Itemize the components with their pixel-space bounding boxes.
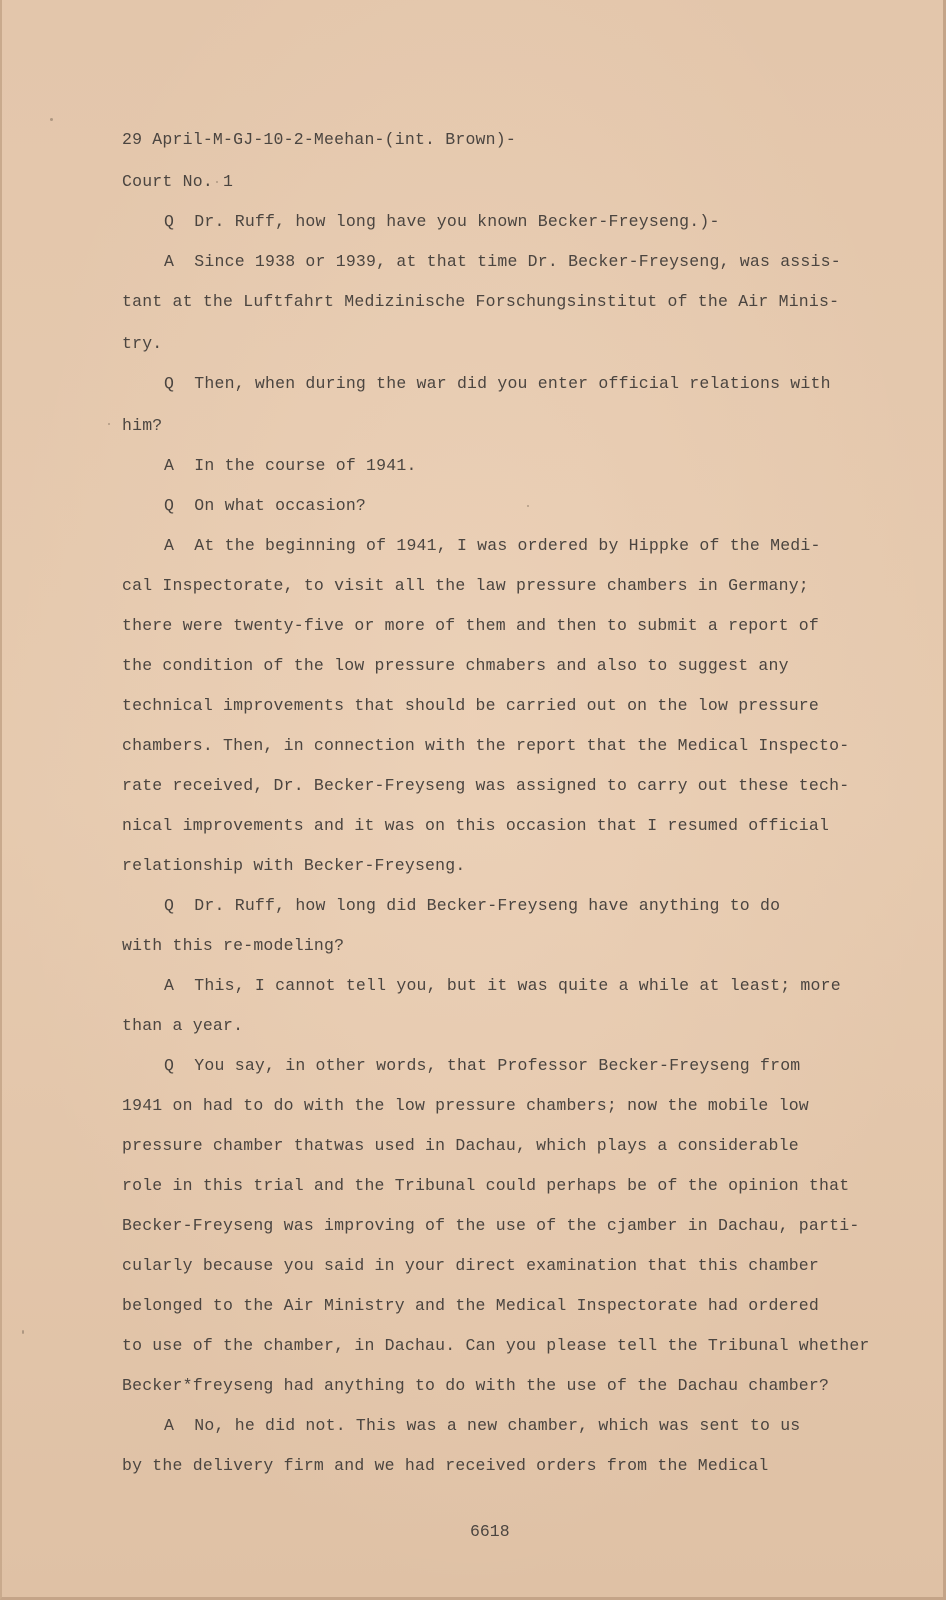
transcript-line: relationship with Becker-Freyseng. <box>122 856 466 875</box>
transcript-line: A Since 1938 or 1939, at that time Dr. Becker-Freyseng, was assis- <box>164 252 841 271</box>
transcript-line: tant at the Luftfahrt Medizinische Forschungsinstitut of the Air Minis- <box>122 292 840 311</box>
paper-speck <box>108 423 110 425</box>
transcript-line: by the delivery firm and we had received orders from the Medical <box>122 1456 769 1475</box>
page-number: 6618 <box>470 1522 510 1541</box>
transcript-line: Q Dr. Ruff, how long did Becker-Freyseng have anything to do <box>164 896 781 915</box>
transcript-line: technical improvements that should be carried out on the low pressure <box>122 696 820 715</box>
transcript-line: to use of the chamber, in Dachau. Can you please tell the Tribunal whether <box>122 1336 870 1355</box>
court-label: Court No. 1 <box>122 172 234 191</box>
transcript-line: chambers. Then, in connection with the report that the Medical Inspecto- <box>122 736 850 755</box>
transcript-line: Becker*freyseng had anything to do with the use of the Dachau chamber? <box>122 1376 830 1395</box>
paper-speck <box>50 118 53 121</box>
transcript-line: than a year. <box>122 1016 244 1035</box>
transcript-line: Q Then, when during the war did you enter official relations with <box>164 374 831 393</box>
transcript-line: there were twenty-five or more of them and then to submit a report of <box>122 616 820 635</box>
transcript-line: rate received, Dr. Becker-Freyseng was assigned to carry out these tech- <box>122 776 850 795</box>
transcript-line: Becker-Freyseng was improving of the use of the cjamber in Dachau, parti- <box>122 1216 860 1235</box>
transcript-line: cularly because you said in your direct examination that this chamber <box>122 1256 820 1275</box>
transcript-line: with this re-modeling? <box>122 936 345 955</box>
transcript-line: A At the beginning of 1941, I was ordered by Hippke of the Medi- <box>164 536 821 555</box>
transcript-line: A No, he did not. This was a new chamber, which was sent to us <box>164 1416 801 1435</box>
transcript-line: try. <box>122 334 163 353</box>
paper-speck <box>527 505 529 507</box>
transcript-line: nical improvements and it was on this occasion that I resumed official <box>122 816 830 835</box>
transcript-line: role in this trial and the Tribunal could perhaps be of the opinion that <box>122 1176 850 1195</box>
transcript-line: the condition of the low pressure chmabers and also to suggest any <box>122 656 789 675</box>
transcript-line: Q You say, in other words, that Professor Becker-Freyseng from <box>164 1056 801 1075</box>
transcript-line: pressure chamber thatwas used in Dachau, which plays a considerable <box>122 1136 799 1155</box>
transcript-line: Q Dr. Ruff, how long have you known Becker-Freyseng.)- <box>164 212 720 231</box>
document-header: 29 April-M-GJ-10-2-Meehan-(int. Brown)- <box>122 130 516 149</box>
transcript-line: cal Inspectorate, to visit all the law pressure chambers in Germany; <box>122 576 809 595</box>
transcript-line: 1941 on had to do with the low pressure chambers; now the mobile low <box>122 1096 809 1115</box>
paper-speck <box>22 1330 24 1334</box>
transcript-line: Q On what occasion? <box>164 496 367 515</box>
transcript-line: belonged to the Air Ministry and the Medical Inspectorate had ordered <box>122 1296 820 1315</box>
transcript-line: A In the course of 1941. <box>164 456 417 475</box>
transcript-line: him? <box>122 416 163 435</box>
transcript-line: A This, I cannot tell you, but it was quite a while at least; more <box>164 976 841 995</box>
